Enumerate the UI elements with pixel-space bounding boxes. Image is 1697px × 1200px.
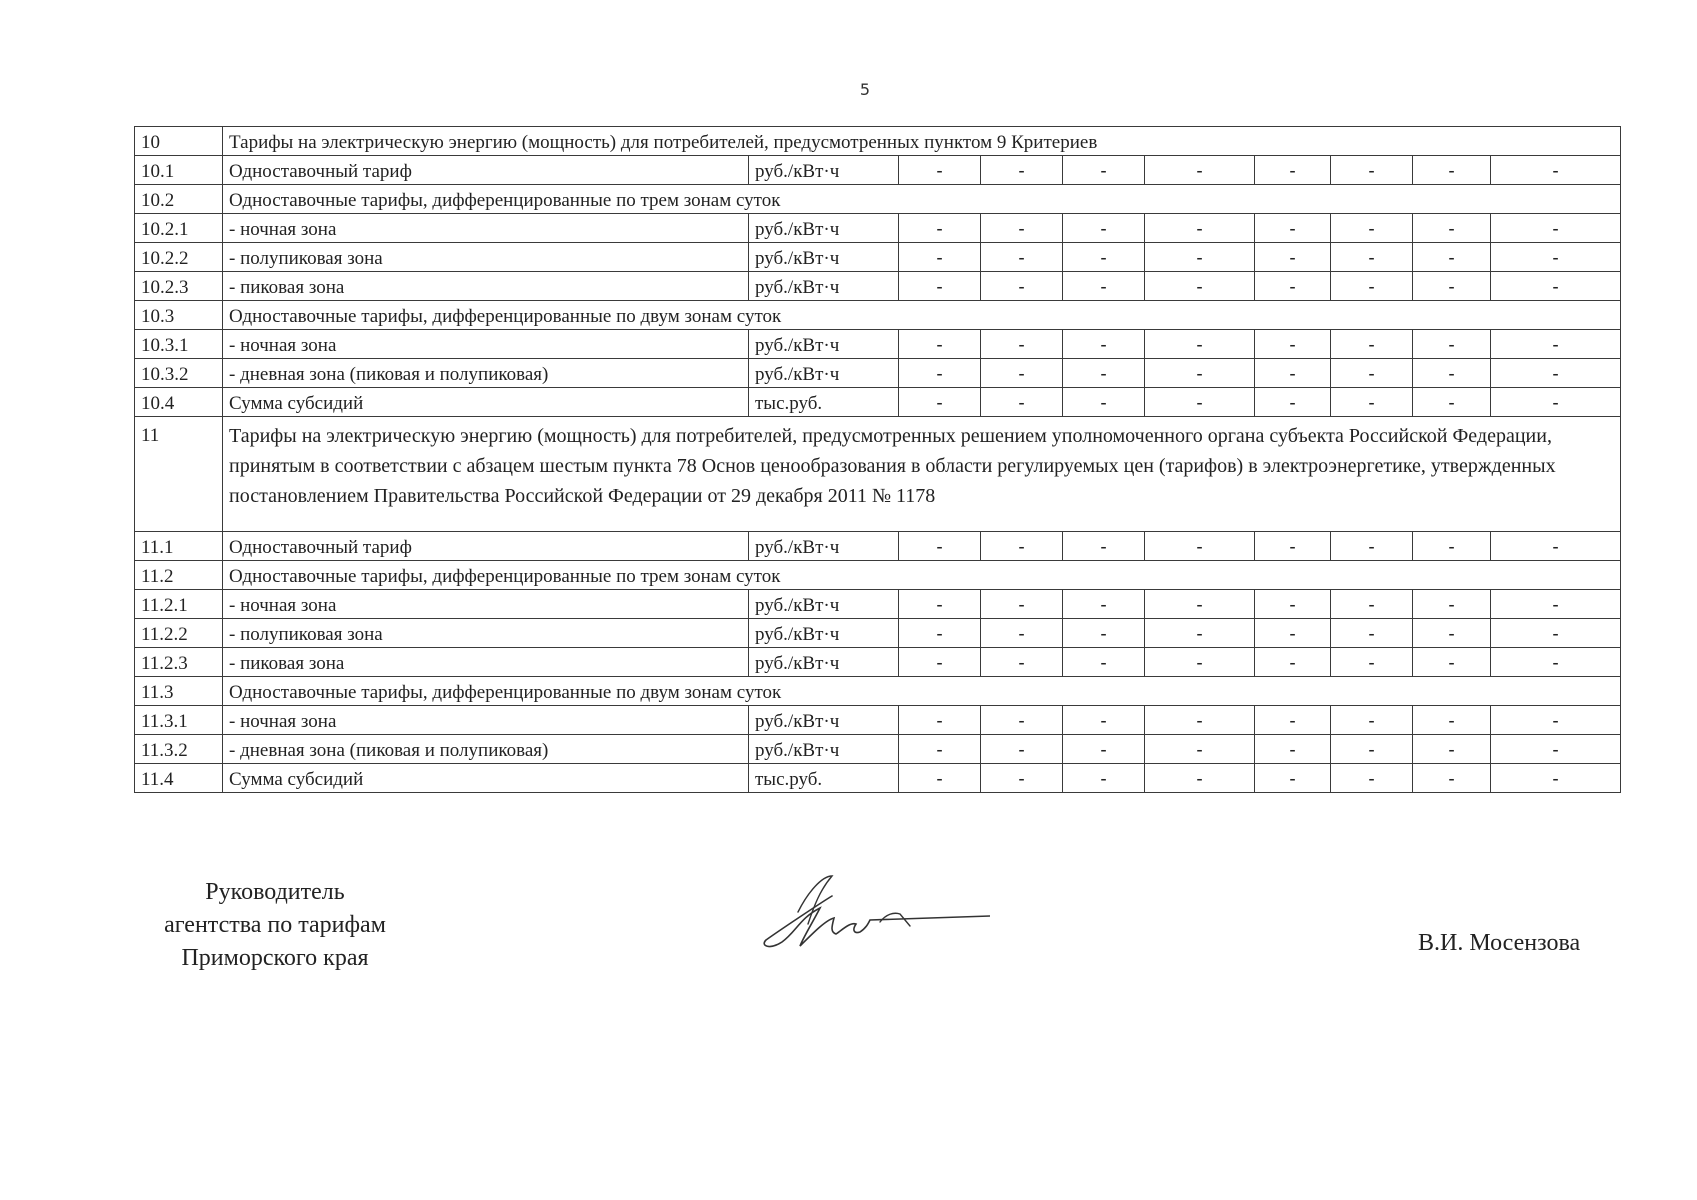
row-number: 11.3.1 [135, 706, 223, 735]
tariff-table [134, 126, 1621, 793]
value-cell: - [1255, 532, 1331, 561]
value-cell: - [1331, 706, 1413, 735]
row-number: 11.2.2 [135, 619, 223, 648]
table-row [135, 706, 1621, 735]
row-number: 11.3 [135, 677, 223, 706]
value-cell: - [1255, 330, 1331, 359]
value-cell: - [981, 243, 1063, 272]
value-cell: - [1331, 735, 1413, 764]
row-label: - ночная зона [223, 706, 749, 735]
value-cell: - [981, 648, 1063, 677]
value-cell: - [1063, 648, 1145, 677]
unit-cell: руб./кВт·ч [749, 532, 899, 561]
value-cell: - [1413, 272, 1491, 301]
table-row [135, 185, 1621, 214]
tariff-table-body [135, 127, 1621, 793]
row-number: 10.2.2 [135, 243, 223, 272]
value-cell: - [981, 330, 1063, 359]
table-row [135, 388, 1621, 417]
value-cell: - [1331, 648, 1413, 677]
value-cell: - [899, 706, 981, 735]
value-cell: - [1413, 359, 1491, 388]
value-cell: - [1413, 156, 1491, 185]
value-cell: - [1063, 330, 1145, 359]
value-cell: - [1331, 272, 1413, 301]
value-cell: - [1145, 330, 1255, 359]
value-cell: - [1413, 388, 1491, 417]
handwritten-signature [760, 862, 990, 962]
table-row [135, 561, 1621, 590]
row-number: 11.4 [135, 764, 223, 793]
row-label: - дневная зона (пиковая и полупиковая) [223, 359, 749, 388]
signatory-title-line-1: Руководитель [205, 879, 345, 905]
row-number: 10.2.1 [135, 214, 223, 243]
value-cell: - [1491, 388, 1621, 417]
page-number: 5 [859, 80, 871, 99]
value-cell: - [1145, 764, 1255, 793]
value-cell: - [1413, 706, 1491, 735]
signatory-title-line-3: Приморского края [181, 945, 369, 971]
section-heading: Одноставочные тарифы, дифференцированные по двум зонам суток [223, 301, 1621, 330]
unit-cell: руб./кВт·ч [749, 619, 899, 648]
value-cell: - [1491, 272, 1621, 301]
value-cell: - [1063, 272, 1145, 301]
value-cell: - [1255, 388, 1331, 417]
value-cell: - [1255, 648, 1331, 677]
value-cell: - [1491, 764, 1621, 793]
value-cell: - [1491, 648, 1621, 677]
value-cell: - [1491, 735, 1621, 764]
value-cell: - [981, 388, 1063, 417]
value-cell: - [1413, 764, 1491, 793]
unit-cell: руб./кВт·ч [749, 735, 899, 764]
table-row [135, 330, 1621, 359]
value-cell: - [981, 764, 1063, 793]
table-row [135, 735, 1621, 764]
row-number: 11.2.1 [135, 590, 223, 619]
unit-cell: руб./кВт·ч [749, 243, 899, 272]
value-cell: - [1413, 590, 1491, 619]
value-cell: - [1255, 272, 1331, 301]
table-row [135, 301, 1621, 330]
value-cell: - [1255, 619, 1331, 648]
value-cell: - [1063, 359, 1145, 388]
value-cell: - [1331, 330, 1413, 359]
signer-name: В.И. Мосензова [1418, 930, 1581, 956]
value-cell: - [1491, 619, 1621, 648]
value-cell: - [1145, 735, 1255, 764]
row-number: 10.4 [135, 388, 223, 417]
signatory-title-line-2: агентства по тарифам [164, 912, 386, 938]
table-row [135, 619, 1621, 648]
value-cell: - [1491, 532, 1621, 561]
row-label: Одноставочный тариф [223, 156, 749, 185]
row-number: 10.3.1 [135, 330, 223, 359]
section-heading: Одноставочные тарифы, дифференцированные по трем зонам суток [223, 185, 1621, 214]
row-number: 10 [135, 127, 223, 156]
value-cell: - [899, 156, 981, 185]
value-cell: - [1413, 532, 1491, 561]
table-row [135, 532, 1621, 561]
row-number: 11.3.2 [135, 735, 223, 764]
value-cell: - [1491, 330, 1621, 359]
value-cell: - [1145, 243, 1255, 272]
row-number: 11.2.3 [135, 648, 223, 677]
value-cell: - [899, 590, 981, 619]
unit-cell: руб./кВт·ч [749, 330, 899, 359]
value-cell: - [981, 735, 1063, 764]
value-cell: - [1145, 272, 1255, 301]
value-cell: - [899, 272, 981, 301]
value-cell: - [1063, 590, 1145, 619]
value-cell: - [981, 359, 1063, 388]
value-cell: - [899, 532, 981, 561]
value-cell: - [1413, 214, 1491, 243]
value-cell: - [1413, 648, 1491, 677]
value-cell: - [1331, 243, 1413, 272]
value-cell: - [1145, 619, 1255, 648]
value-cell: - [1331, 359, 1413, 388]
unit-cell: руб./кВт·ч [749, 214, 899, 243]
value-cell: - [1255, 214, 1331, 243]
row-number: 10.2 [135, 185, 223, 214]
row-label: Сумма субсидий [223, 764, 749, 793]
value-cell: - [1145, 359, 1255, 388]
table-row [135, 272, 1621, 301]
value-cell: - [1145, 388, 1255, 417]
value-cell: - [1145, 590, 1255, 619]
row-label: - пиковая зона [223, 648, 749, 677]
value-cell: - [981, 214, 1063, 243]
unit-cell: тыс.руб. [749, 388, 899, 417]
value-cell: - [899, 359, 981, 388]
value-cell: - [1491, 243, 1621, 272]
value-cell: - [1063, 388, 1145, 417]
value-cell: - [899, 764, 981, 793]
row-number: 11 [135, 417, 223, 532]
unit-cell: руб./кВт·ч [749, 272, 899, 301]
value-cell: - [1145, 648, 1255, 677]
section-heading: Одноставочные тарифы, дифференцированные по двум зонам суток [223, 677, 1621, 706]
value-cell: - [981, 156, 1063, 185]
value-cell: - [981, 590, 1063, 619]
value-cell: - [1491, 590, 1621, 619]
value-cell: - [1145, 214, 1255, 243]
value-cell: - [1255, 359, 1331, 388]
row-number: 10.3 [135, 301, 223, 330]
value-cell: - [981, 532, 1063, 561]
row-label: - ночная зона [223, 330, 749, 359]
unit-cell: руб./кВт·ч [749, 648, 899, 677]
value-cell: - [1063, 156, 1145, 185]
row-label: - полупиковая зона [223, 619, 749, 648]
value-cell: - [1063, 243, 1145, 272]
value-cell: - [981, 272, 1063, 301]
table-row [135, 214, 1621, 243]
section-heading: Одноставочные тарифы, дифференцированные по трем зонам суток [223, 561, 1621, 590]
value-cell: - [1255, 590, 1331, 619]
value-cell: - [1413, 330, 1491, 359]
value-cell: - [1255, 706, 1331, 735]
value-cell: - [1331, 590, 1413, 619]
value-cell: - [1413, 243, 1491, 272]
value-cell: - [1331, 214, 1413, 243]
unit-cell: тыс.руб. [749, 764, 899, 793]
value-cell: - [899, 619, 981, 648]
row-label: - ночная зона [223, 214, 749, 243]
value-cell: - [1255, 243, 1331, 272]
value-cell: - [1331, 388, 1413, 417]
value-cell: - [899, 330, 981, 359]
value-cell: - [899, 735, 981, 764]
table-row [135, 417, 1621, 532]
value-cell: - [1491, 156, 1621, 185]
table-row [135, 243, 1621, 272]
value-cell: - [1145, 156, 1255, 185]
table-row [135, 677, 1621, 706]
row-label: - пиковая зона [223, 272, 749, 301]
value-cell: - [1145, 532, 1255, 561]
value-cell: - [1331, 156, 1413, 185]
value-cell: - [899, 243, 981, 272]
value-cell: - [1255, 156, 1331, 185]
value-cell: - [1491, 706, 1621, 735]
value-cell: - [1063, 532, 1145, 561]
row-number: 11.1 [135, 532, 223, 561]
row-label: - полупиковая зона [223, 243, 749, 272]
value-cell: - [981, 619, 1063, 648]
table-row [135, 590, 1621, 619]
row-number: 11.2 [135, 561, 223, 590]
value-cell: - [899, 648, 981, 677]
value-cell: - [1413, 619, 1491, 648]
value-cell: - [1413, 735, 1491, 764]
value-cell: - [1331, 532, 1413, 561]
unit-cell: руб./кВт·ч [749, 359, 899, 388]
table-row [135, 127, 1621, 156]
table-row [135, 156, 1621, 185]
row-label: - дневная зона (пиковая и полупиковая) [223, 735, 749, 764]
value-cell: - [1331, 764, 1413, 793]
row-label: Одноставочный тариф [223, 532, 749, 561]
section-heading: Тарифы на электрическую энергию (мощность) для потребителей, предусмотренных пунктом 9 Критериев [223, 127, 1621, 156]
table-row [135, 359, 1621, 388]
value-cell: - [899, 214, 981, 243]
unit-cell: руб./кВт·ч [749, 706, 899, 735]
value-cell: - [1491, 359, 1621, 388]
value-cell: - [1063, 764, 1145, 793]
unit-cell: руб./кВт·ч [749, 590, 899, 619]
value-cell: - [1491, 214, 1621, 243]
value-cell: - [1255, 735, 1331, 764]
value-cell: - [1331, 619, 1413, 648]
table-row [135, 764, 1621, 793]
table-row [135, 648, 1621, 677]
value-cell: - [1255, 764, 1331, 793]
value-cell: - [899, 388, 981, 417]
row-number: 10.3.2 [135, 359, 223, 388]
value-cell: - [1145, 706, 1255, 735]
section-heading: Тарифы на электрическую энергию (мощность) для потребителей, предусмотренных решением уполномоченного органа субъекта Российской Федерации, принятым в соответствии с абзацем шестым пункта 78 Основ ценообразования в области регулируемых цен (тарифов) в электроэнергетике, утвержденных постановлением Правительства Российской Федерации от 29 декабря 2011 № 1178 [223, 417, 1621, 532]
value-cell: - [1063, 706, 1145, 735]
value-cell: - [1063, 735, 1145, 764]
value-cell: - [1063, 619, 1145, 648]
row-number: 10.2.3 [135, 272, 223, 301]
value-cell: - [981, 706, 1063, 735]
value-cell: - [1063, 214, 1145, 243]
unit-cell: руб./кВт·ч [749, 156, 899, 185]
signatory-title [130, 876, 420, 975]
row-label: - ночная зона [223, 590, 749, 619]
row-label: Сумма субсидий [223, 388, 749, 417]
row-number: 10.1 [135, 156, 223, 185]
